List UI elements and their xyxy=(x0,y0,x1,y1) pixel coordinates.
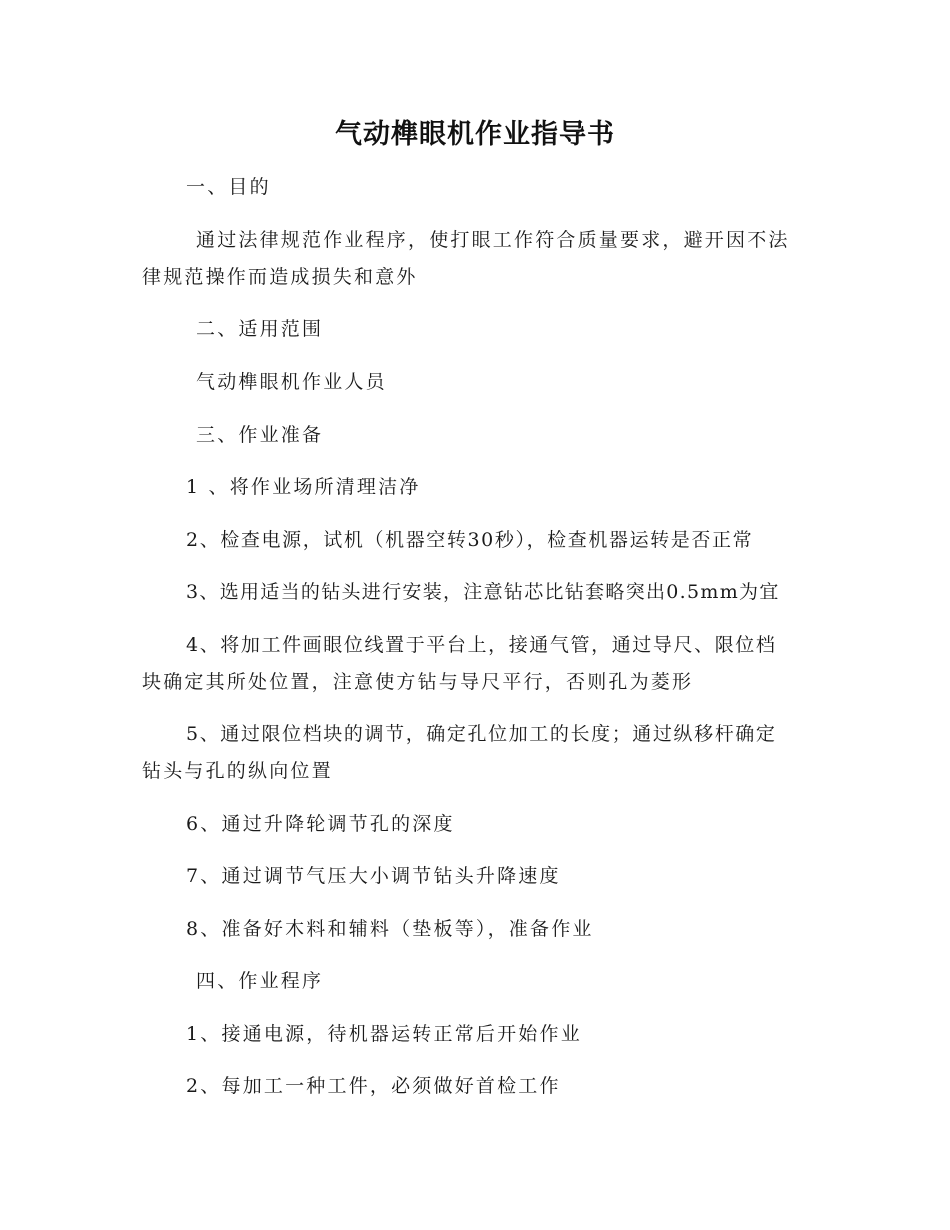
section-heading-preparation: 三、作业准备 xyxy=(196,424,324,446)
list-item: 3、选用适当的钻头进行安装，注意钻芯比钻套略突出0.5mm为宜 xyxy=(186,581,780,603)
list-item: 8、准备好木料和辅料（垫板等），准备作业 xyxy=(186,918,594,940)
section-heading-purpose: 一、目的 xyxy=(186,176,271,198)
list-item: 2、检查电源，试机（机器空转30秒），检查机器运转是否正常 xyxy=(186,529,754,551)
list-item-continuation: 块确定其所处位置，注意使方钻与导尺平行，否则孔为菱形 xyxy=(142,671,694,693)
document-title: 气动榫眼机作业指导书 xyxy=(335,119,615,150)
list-item-continuation: 钻头与孔的纵向位置 xyxy=(142,760,333,782)
paragraph-line: 通过法律规范作业程序，使打眼工作符合质量要求，避开因不法 xyxy=(196,229,790,251)
list-item: 4、将加工件画眼位线置于平台上，接通气管，通过导尺、限位档 xyxy=(186,634,777,656)
list-item: 7、通过调节气压大小调节钻头升降速度 xyxy=(186,865,561,887)
list-item: 6、通过升降轮调节孔的深度 xyxy=(186,813,455,835)
section-heading-scope: 二、适用范围 xyxy=(196,318,324,340)
section-heading-procedure: 四、作业程序 xyxy=(196,970,324,992)
paragraph-line: 气动榫眼机作业人员 xyxy=(196,371,387,393)
paragraph-line: 律规范操作而造成损失和意外 xyxy=(142,266,418,288)
list-item: 1 、将作业场所清理洁净 xyxy=(186,476,421,498)
list-item: 5、通过限位档块的调节，确定孔位加工的长度；通过纵移杆确定 xyxy=(186,723,777,745)
list-item: 1、接通电源，待机器运转正常后开始作业 xyxy=(186,1023,582,1045)
list-item: 2、每加工一种工件，必须做好首检工作 xyxy=(186,1075,561,1097)
